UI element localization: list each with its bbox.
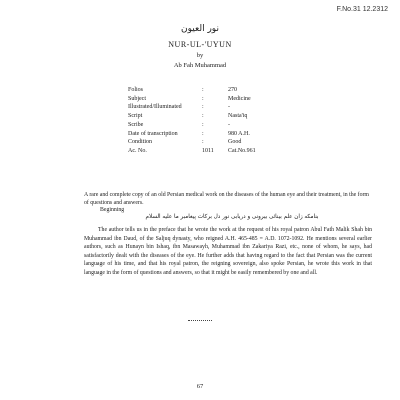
metadata-row xyxy=(128,130,368,139)
metadata-row xyxy=(128,147,368,156)
metadata-label: Folios xyxy=(128,87,144,93)
metadata-table xyxy=(128,86,368,156)
metadata-label: Illustrated/Illuminated xyxy=(128,104,182,111)
metadata-row xyxy=(128,103,368,112)
description-paragraph: A rare and complete copy of an old Persian medical work on the diseases of the human eye and their treatment, in the form of questions and answers. xyxy=(84,192,369,206)
by-label: by xyxy=(196,52,204,59)
metadata-row xyxy=(128,121,368,130)
metadata-label: Date of transcription xyxy=(128,130,178,137)
metadata-value: 980 A.H. xyxy=(228,130,250,137)
metadata-colon: : xyxy=(202,139,204,146)
metadata-row xyxy=(128,86,368,95)
metadata-value: 270 xyxy=(228,87,237,93)
author-name: Ab Fah Muhammad xyxy=(173,62,227,69)
metadata-colon: : xyxy=(202,95,204,102)
page-title: NUR-UL-'UYUN xyxy=(168,40,232,49)
arabic-beginning-line: بنامکه زان علم بینائی بیرونی و دریابی نور دل برکات پیغامبر ما علیه السلام xyxy=(145,214,319,220)
metadata-label: Script xyxy=(128,113,143,120)
metadata-colon: : xyxy=(202,113,204,120)
page-number: 67 xyxy=(196,383,204,390)
reference-number: F.No.31 12.2312 xyxy=(336,6,388,13)
metadata-colon: : xyxy=(202,104,204,111)
arabic-title: نور العيون xyxy=(181,24,219,34)
body-paragraph: The author tells us in the preface that he wrote the work at the request of his royal patron Abul Fath Malik Shah bin Muhammad ibn Daud, of the Saljuq dynasty, who reigned A.H. 465-485 = A.D. 1072-1092. He mentions several earlier authors, such as Hunayn bin Ishaq, ibn Masawayh, Muhammad ibn Zakariya Razi, etc., none of whom, he says, had satisfactorily dealt with the diseases of the eye. He further adds that having regard to the fact that Persian was the current language of his time, and that his royal patron, the reigning sovereign, also spoke Persian, he wrote this work in that language in the form of questions and answers, so that it might be easily remembered by one and all. xyxy=(84,227,372,276)
metadata-value: Good xyxy=(228,139,242,146)
beginning-label: Beginning xyxy=(100,207,125,213)
metadata-label: Scribe xyxy=(128,121,144,128)
metadata-colon: 1011 xyxy=(202,147,214,154)
metadata-row xyxy=(128,112,368,121)
metadata-colon: : xyxy=(202,121,204,128)
metadata-label: Condition xyxy=(128,139,153,146)
metadata-value: - xyxy=(228,104,230,111)
metadata-colon: : xyxy=(202,130,204,137)
metadata-label: Ac. No. xyxy=(128,147,147,154)
metadata-value: - xyxy=(228,121,230,128)
metadata-label: Subject xyxy=(128,95,146,102)
metadata-value: Cat.No.961 xyxy=(228,147,256,154)
metadata-value: Nasta'iq xyxy=(228,113,248,120)
metadata-value: Medicine xyxy=(228,95,251,102)
metadata-colon: : xyxy=(202,87,204,93)
section-divider xyxy=(188,320,212,321)
metadata-row xyxy=(128,138,368,147)
metadata-row xyxy=(128,95,368,104)
